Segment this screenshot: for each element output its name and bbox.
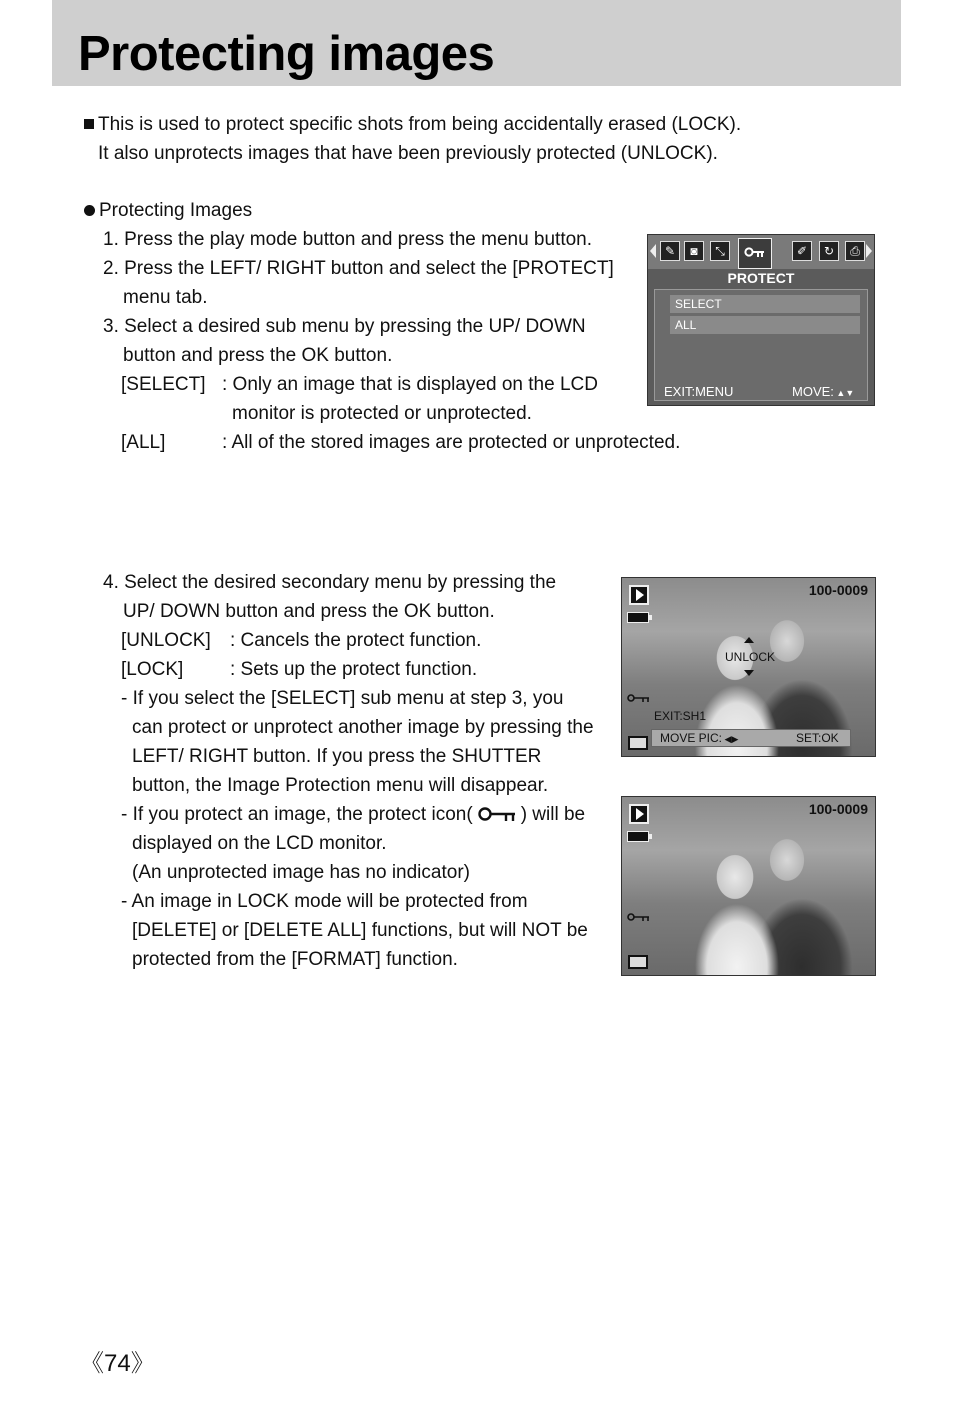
lcd-photo-protected-screen bbox=[621, 796, 876, 976]
play-mode-icon bbox=[629, 804, 649, 824]
menu-footer bbox=[658, 384, 864, 401]
menu-tab-bar bbox=[648, 235, 874, 269]
page-header bbox=[52, 0, 901, 86]
move-hint: MOVE: ▲▼ bbox=[792, 384, 855, 399]
intro-line-1: This is used to protect specific shots from being accidentally erased (LOCK). bbox=[84, 110, 741, 139]
intro-line-2: It also unprotects images that have been previously protected (UNLOCK). bbox=[98, 143, 718, 164]
file-number: 100-0009 bbox=[808, 582, 868, 598]
exit-hint: EXIT:SH1 bbox=[654, 709, 707, 723]
note-3-line-2: [DELETE] or [DELETE ALL] functions, but will NOT be bbox=[132, 920, 588, 941]
section-heading: Protecting Images bbox=[84, 196, 252, 225]
camera-icon: ◙ bbox=[684, 241, 704, 261]
page-number: 《74》 bbox=[80, 1350, 155, 1377]
exit-hint: EXIT:MENU bbox=[664, 384, 734, 399]
left-right-arrows-icon: ◀▶ bbox=[722, 734, 739, 744]
menu-item-select[interactable]: SELECT bbox=[670, 295, 860, 313]
step-4-cont: UP/ DOWN button and press the OK button. bbox=[123, 601, 495, 622]
square-bullet-icon bbox=[84, 119, 94, 129]
print-icon: ⎙ bbox=[845, 241, 865, 261]
step-2: 2. Press the LEFT/ RIGHT button and select the [PROTECT] bbox=[103, 258, 614, 279]
battery-icon bbox=[627, 612, 649, 623]
note-2-line-2: displayed on the LCD monitor. bbox=[132, 833, 387, 854]
rotate-icon: ↻ bbox=[819, 241, 839, 261]
circle-bullet-icon bbox=[84, 205, 95, 216]
step-1: 1. Press the play mode button and press the menu button. bbox=[103, 229, 593, 250]
note-1-line-4: button, the Image Protection menu will disappear. bbox=[132, 775, 549, 796]
all-desc: : All of the stored images are protected or unprotected. bbox=[222, 432, 681, 453]
arrow-down-icon bbox=[744, 670, 754, 676]
resize-icon: ⤡ bbox=[710, 241, 730, 261]
menu-item-all[interactable]: ALL bbox=[670, 316, 860, 334]
pencil-icon: ✎ bbox=[660, 241, 680, 261]
play-mode-icon bbox=[629, 585, 649, 605]
move-pic-bar bbox=[651, 729, 851, 747]
note-1-line-1: - If you select the [SELECT] sub menu at step 3, you bbox=[121, 688, 564, 709]
key-icon bbox=[627, 910, 651, 928]
menu-title: PROTECT bbox=[727, 270, 795, 286]
file-number: 100-0009 bbox=[808, 801, 868, 817]
lock-key: [LOCK] bbox=[121, 659, 184, 680]
arrow-up-icon bbox=[744, 637, 754, 643]
note-1-line-3: LEFT/ RIGHT button. If you press the SHUTTER bbox=[132, 746, 542, 767]
note-2-line-3: (An unprotected image has no indicator) bbox=[132, 862, 470, 883]
select-desc: : Only an image that is displayed on the LCD bbox=[222, 374, 598, 395]
step-2-cont: menu tab. bbox=[123, 287, 208, 308]
note-3-line-3: protected from the [FORMAT] function. bbox=[132, 949, 458, 970]
unlock-desc: : Cancels the protect function. bbox=[230, 630, 482, 651]
unlock-option[interactable]: UNLOCK bbox=[725, 650, 776, 664]
all-key: [ALL] bbox=[121, 432, 166, 453]
memory-card-icon bbox=[628, 736, 648, 750]
select-desc-cont: monitor is protected or unprotected. bbox=[232, 403, 532, 424]
select-key: [SELECT] bbox=[121, 374, 206, 395]
note-1-line-2: can protect or unprotect another image by pressing the bbox=[132, 717, 594, 738]
note-2-line-1: - If you protect an image, the protect icon( ) will be bbox=[121, 800, 585, 832]
set-ok-hint: SET:OK bbox=[796, 731, 839, 745]
note-3-line-1: - An image in LOCK mode will be protected from bbox=[121, 891, 528, 912]
move-pic-hint: MOVE PIC: ◀▶ bbox=[660, 731, 739, 745]
arrow-left-icon bbox=[650, 244, 656, 258]
protect-key-icon bbox=[477, 803, 517, 832]
arrow-right-icon bbox=[866, 244, 872, 258]
protect-menu-screen bbox=[647, 234, 875, 406]
battery-icon bbox=[627, 831, 649, 842]
step-3-cont: button and press the OK button. bbox=[123, 345, 393, 366]
lock-desc: : Sets up the protect function. bbox=[230, 659, 478, 680]
step-3: 3. Select a desired sub menu by pressing the UP/ DOWN bbox=[103, 316, 586, 337]
step-4: 4. Select the desired secondary menu by pressing the bbox=[103, 572, 557, 593]
unlock-key: [UNLOCK] bbox=[121, 630, 211, 651]
trash-icon: ✐ bbox=[792, 241, 812, 261]
key-icon bbox=[738, 238, 772, 269]
page-title: Protecting images bbox=[78, 27, 495, 81]
up-down-arrows-icon: ▲▼ bbox=[833, 388, 855, 398]
memory-card-icon bbox=[628, 955, 648, 969]
key-icon bbox=[627, 691, 651, 709]
lcd-photo-unlock-screen bbox=[621, 577, 876, 757]
